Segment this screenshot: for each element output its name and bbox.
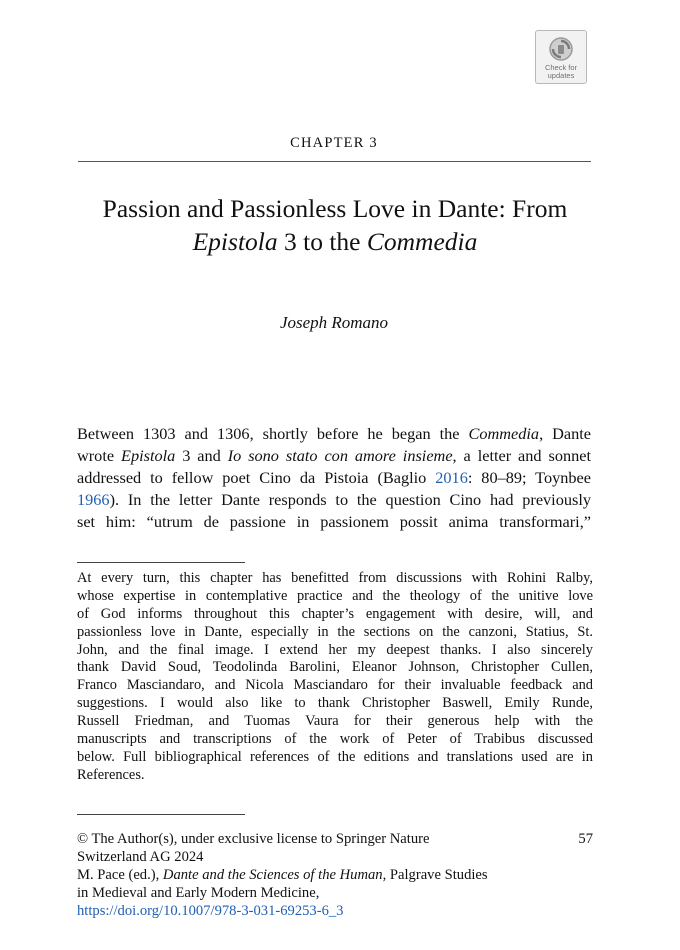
check-for-updates-badge[interactable] [535,30,587,84]
chapter-title [60,192,610,258]
footnote-line: thank David Soud, Teodolinda Barolini, Eleanor Johnson, Christopher Cullen, [77,659,593,676]
footnote-line: passionless love in Dante, especially in the sections on the canzoni, Statius, St. [77,623,593,640]
publisher-line: Switzerland AG 2024 [77,849,204,865]
footnote-line: References. [77,766,145,783]
chapter-label: CHAPTER 3 [290,135,378,151]
citation-link-2016[interactable]: 2016 [435,468,468,487]
footnote-line: At every turn, this chapter has benefitted from discussions with Rohini Ralby, [77,570,593,586]
footnote-line: Franco Masciandaro, and Nicola Masciandaro for their invaluable feedback and [77,677,593,694]
doi-link[interactable]: https://doi.org/10.1007/978-3-031-69253-6_3 [77,903,344,919]
badge-text: Check for updates [544,63,578,80]
citation-link-1966[interactable]: 1966 [77,490,110,509]
body-line-4: 1966). In the letter Dante responds to the question Cino had previously [77,490,591,509]
copyright-divider [77,814,245,815]
footnote-line: Russell Friedman, and Tuomas Vaura for their generous help with the [77,713,593,730]
copyright-line: © The Author(s), under exclusive license to Springer Nature [77,831,430,847]
body-line-2: wrote Epistola 3 and Io sono stato con amore insieme, a letter and sonnet [77,446,591,465]
footnote-line: of God informs throughout this chapter’s engagement with desire, will, and [77,605,593,622]
title-line-1: Passion and Passionless Love in Dante: From [102,194,568,223]
body-line-5: set him: “utrum de passione in passionem possit anima transformari,” [77,512,591,531]
page-number: 57 [578,831,593,847]
book-citation-line: M. Pace (ed.), Dante and the Sciences of the Human, Palgrave Studies [77,867,488,883]
title-line-2: Epistola 3 to the Commedia [192,227,478,256]
footnote-line: John, and the final image. I extend her my deepest thanks. I also sincerely [77,641,593,658]
acknowledgement-footnote [77,570,593,785]
footnote-line: whose expertise in contemplative practice and the theology of the unitive love [77,587,593,604]
footnote-line: manuscripts and transcriptions of the work of Peter of Trabibus discussed [77,731,593,748]
footnote-line: suggestions. I would also like to thank Christopher Baswell, Emily Runde, [77,695,593,712]
author-name: Joseph Romano [279,313,389,332]
check-for-updates-icon [548,36,574,62]
footnote-line: below. Full bibliographical references of the editions and translations used are in [77,748,593,765]
body-line-3: addressed to fellow poet Cino da Pistoia (Baglio 2016: 80–89; Toynbee [77,468,592,487]
series-line: in Medieval and Early Modern Medicine, [77,885,320,901]
body-line-1: Between 1303 and 1306, shortly before he began the Commedia, Dante [77,424,591,443]
chapter-divider [78,161,591,162]
copyright-block [77,830,593,920]
footnote-divider [77,562,245,563]
